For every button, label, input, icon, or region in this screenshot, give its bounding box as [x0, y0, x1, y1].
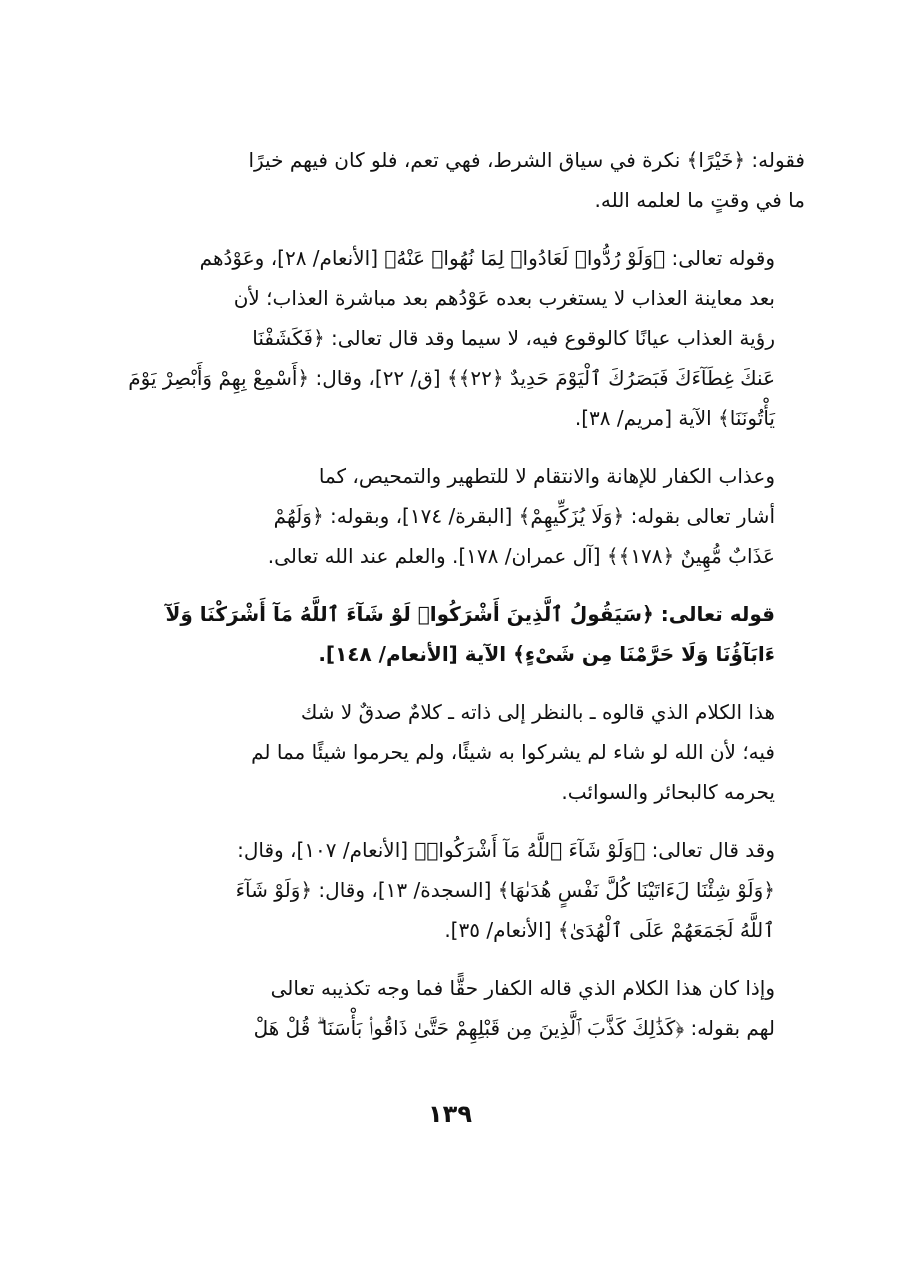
text-line: يَأْتُونَنَا﴾ الآية [مريم/ ٣٨].: [574, 406, 775, 430]
text-line: ءَابَآؤُنَا وَلَا حَرَّمْنَا مِن شَىْءٍ﴾ الآية [الأنعام/ ١٤٨].: [318, 642, 775, 666]
page-body: [105, 140, 805, 1066]
paragraph-6: [105, 830, 805, 950]
paragraph-4: [105, 594, 805, 674]
text-line: بعد معاينة العذاب لا يستغرب بعده عَوْدُهم بعد مباشرة العذاب؛ لأن: [233, 286, 775, 310]
text-line: عَذَابٌ مُّهِينٌ ﴿١٧٨﴾﴾ [آل عمران/ ١٧٨]. والعلم عند الله تعالى.: [267, 544, 775, 568]
paragraph-3: [105, 456, 805, 576]
text-line: فيه؛ لأن الله لو شاء لم يشركوا به شيئًا، ولم يحرموا شيئًا مما لم: [251, 740, 775, 764]
text-line: وإذا كان هذا الكلام الذي قاله الكفار حقًّا فما وجه تكذيبه تعالى: [270, 976, 775, 1000]
paragraph-2: [105, 238, 805, 438]
text-line: فقوله: ﴿خَيْرًا﴾ نكرة في سياق الشرط، فهي تعم، فلو كان فيهم خيرًا: [248, 148, 805, 172]
text-line: رؤية العذاب عيانًا كالوقوع فيه، لا سيما وقد قال تعالى: ﴿فَكَشَفْنَا: [252, 326, 775, 350]
text-line: عَنكَ غِطَآءَكَ فَبَصَرُكَ ٱلْيَوْمَ حَدِيدٌ ﴿٢٢﴾﴾ [ق/ ٢٢]، وقال: ﴿أَسْمِعْ بِهِمْ وَأَبْصِرْ يَوْمَ: [128, 366, 775, 390]
text-line: وعذاب الكفار للإهانة والانتقام لا للتطهير والتمحيص، كما: [318, 464, 775, 488]
page-number: ١٣٩: [428, 1100, 472, 1128]
paragraph-1: [105, 140, 805, 220]
text-line: ما في وقتٍ ما لعلمه الله.: [594, 188, 805, 212]
text-line: وقوله تعالى: ﴿وَلَوْ رُدُّوا۟ لَعَادُوا۟ لِمَا نُهُوا۟ عَنْهُ﴾ [الأنعام/ ٢٨]، وعَوْدُهم: [199, 246, 775, 270]
text-line: قوله تعالى: ﴿سَيَقُولُ ٱلَّذِينَ أَشْرَكُوا۟ لَوْ شَآءَ ٱللَّهُ مَآ أَشْرَكْنَا وَلَآ: [165, 602, 775, 626]
text-line: ٱللَّهُ لَجَمَعَهُمْ عَلَى ٱلْهُدَىٰ﴾ [الأنعام/ ٣٥].: [444, 918, 775, 942]
paragraph-7: [105, 968, 805, 1048]
text-line: أشار تعالى بقوله: ﴿وَلَا يُزَكِّيهِمْ﴾ [البقرة/ ١٧٤]، وبقوله: ﴿وَلَهُمْ: [273, 504, 775, 528]
text-line: هذا الكلام الذي قالوه ـ بالنظر إلى ذاته ـ كلامٌ صدقٌ لا شك: [300, 700, 775, 724]
text-line: ﴿وَلَوْ شِئْنَا لَءَاتَيْنَا كُلَّ نَفْسٍ هُدَىٰهَا﴾ [السجدة/ ١٣]، وقال: ﴿وَلَوْ شَآءَ: [235, 878, 775, 902]
text-line: يحرمه كالبحائر والسوائب.: [561, 780, 775, 804]
paragraph-5: [105, 692, 805, 812]
text-line: لهم بقوله: ﴿كَذَٰلِكَ كَذَّبَ ٱلَّذِينَ مِن قَبْلِهِمْ حَتَّىٰ ذَاقُوا۟ بَأْسَنَا ۗ قُلْ هَلْ: [253, 1016, 775, 1040]
text-line: وقد قال تعالى: ﴿وَلَوْ شَآءَ ٱللَّهُ مَآ أَشْرَكُوا۟﴾ [الأنعام/ ١٠٧]، وقال:: [237, 838, 775, 862]
